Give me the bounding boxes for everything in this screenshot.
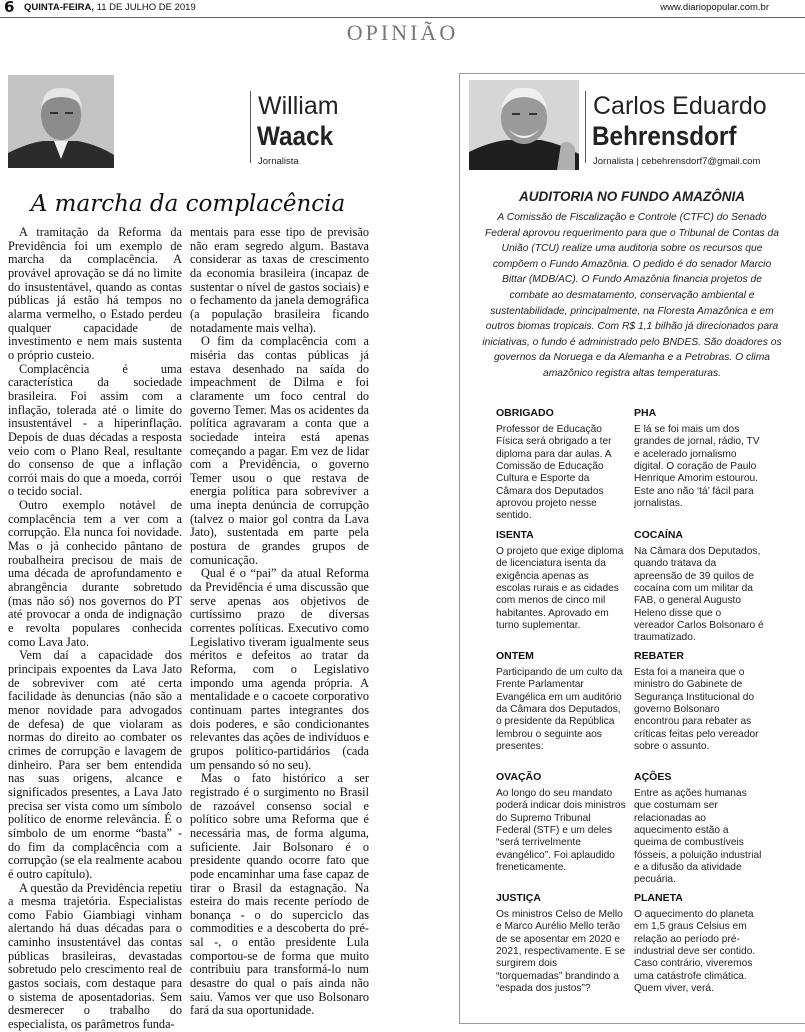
paragraph: Complacência é uma característica da sociedade brasileira. Foi assim com a inflação, tolerada até o limite do insustentável - a hiperinflação. Depois de duas décadas a resposta veio com o Plano Real, resultante do consenso de que a inflação corrói mais do que a moeda, corrói o tecido social. — [8, 361, 182, 499]
paragraph: Outro exemplo notável de complacência tem a ver com a corrupção. Ela nunca foi novidade. Mas o já conhecido pântano de roubalheira precisou de mais de uma década de aprofundamento e abrangência durante sobretudo (mas não só) nos governos do PT até provocar a onda de indignação e revolta populares conhecida como Lava Jato. — [8, 498, 182, 649]
note-pha — [634, 407, 764, 510]
author-divider-right — [585, 91, 586, 163]
article-column-1 — [8, 226, 182, 1032]
author-role-right: Jornalista | cebehrensdorf7@gmail.com — [593, 156, 761, 167]
note-rebater — [634, 650, 764, 753]
author-photo-waack — [8, 75, 114, 168]
author-first-name-right: Carlos Eduardo — [593, 92, 767, 120]
note-text: Ao longo do seu mandato poderá indicar dois ministros do Supremo Tribunal Federal (STF) e um deles “será terrivelmente evangélico”. Foi aplaudido freneticamente. — [496, 788, 626, 874]
paragraph: Mas o fato histórico a ser registrado é o surgimento no Brasil de razoável consenso social e político sobre uma Reforma que é necessária mas, de forma alguma, suficiente. Jair Bolsonaro é o presidente quando ocorre fato que pode encaminhar uma fase capaz de tirar o Brasil da estagnação. Na esteira do mais recente período de bonança - o do superciclo das commodities e a descoberta do pré-sal -, o então presidente Lula comportou-se de forma que muito contribuiu para transformá-lo num desastre do qual o país ainda não saiu. Vamos ver que uso Bolsonaro fará da sua oportunidade. — [190, 771, 369, 1018]
note-acoes — [634, 771, 764, 887]
note-planeta — [634, 892, 764, 995]
page-header — [0, 0, 805, 18]
note-text: Entre as ações humanas que costumam ser relacionadas ao aquecimento estão a queima de combustíveis fósseis, a poluição industrial e a difusão da atividade pecuária. — [634, 788, 762, 886]
note-text: Os ministros Celso de Mello e Marco Aurélio Mello terão de se aposentar em 2020 e 2021, respectivamente. E se surgirem dois “torquemadas” brandindo a “espada dos justos”? — [496, 909, 626, 995]
paragraph: O fim da complacência com a miséria das contas públicas já estava desenhado na saída do impeachment de Dilma e foi claramente um foco central do governo Temer. Mas os acidentes da política agravaram a conta que a sociedade inteira está apenas começando a pagar. Em vez de lidar com a Previdência, o governo Temer usou o que restava de energia política para sobreviver a uma inepta denúncia de corrupção (talvez o maior gol contra da Lava Jato), sustentada em parte pela postura de grandes grupos de comunicação. — [190, 334, 369, 567]
author-last-name-right: Behrensdorf — [592, 121, 737, 151]
paragraph: A tramitação da Reforma da Previdência foi um exemplo de marcha da complacência. A provável aprovação se dá no limite do insustentável, quando as contas públicas já estão há tempos no alarma vermelho, o Estado perdeu qualquer capacidade de investimento e nem mais sustenta o próprio custeio. — [8, 225, 182, 362]
paragraph: mentais para esse tipo de previsão não eram segredo algum. Bastava considerar as taxas de crescimento da economia brasileira (incapaz de sustentar o nível de gastos sociais) e o fechamento da janela demográfica (a população brasileira ficando notadamente mais velha). — [190, 225, 369, 335]
page-number: 6 — [4, 0, 15, 16]
note-text: Participando de um culto da Frente Parlamentar Evangélica em um auditório da Câmara dos Deputados, o presidente da República lembrou o seguinte aos presentes: — [496, 667, 623, 753]
note-text: O projeto que exige diploma de licenciatura isenta da exigência apenas as escolas rurais e as cidades com menos de cinco mil habitantes. Aprovado em turno suplementar. — [496, 546, 624, 632]
note-title: PHA — [634, 407, 657, 419]
auditoria-text: A Comissão de Fiscalização e Controle (CTFC) do Senado Federal aprovou requerimento para que o Tribunal de Contas da União (TCU) realize uma auditoria sobre os recursos que compõem o Fundo Amazônia. O pedido é do senador Marcio Bittar (MDB/AC). O Fundo Amazônia financia projetos de combate ao desmatamento, conservação ambiental e sustentabilidade, principalmente, na Floresta Amazônica e em outros biomas tropicais. Com R$ 1,1 bilhão já direcionados para iniciativas, o fundo é administrado pelo BNDES. São doadores os governos da Noruega e da Alemanha e a Petrobras. O clima amazônico registra altas temperaturas. — [482, 212, 782, 379]
site-url: www.diariopopular.com.br — [660, 2, 769, 13]
note-ovacao — [496, 771, 626, 874]
issue-date — [24, 2, 196, 13]
paragraph: A questão da Previdência repetiu a mesma trajetória. Especialistas como Fabio Giambiagi vinham alertando há duas décadas para o caminho insustentável das contas públicas brasileiras, devastadas sobretudo pelo crescimento real de gastos sociais, com destaque para o sistema de aposentadorias. Sem desmerecer o trabalho do especialista, os parâmetros funda- — [8, 880, 182, 1032]
note-ontem — [496, 650, 626, 753]
note-text: Esta foi a maneira que o ministro do Gabinete de Segurança Institucional do governo Bolsonaro encontrou para rebater as críticas feitas pelo vereador sobre o assunto. — [634, 667, 759, 753]
note-text: Professor de Educação Física será obrigado a ter diploma para dar aulas. A Comissão de Educação Cultura e Esporte da Câmara dos Deputados aprovou projeto nesse sentido. — [496, 424, 612, 522]
note-text: Na Câmara dos Deputados, quando tratava da apreensão de 39 quilos de cocaína com um militar da FAB, o general Augusto Heleno disse que o vereador Carlos Bolsonaro é traumatizado. — [634, 546, 764, 644]
section-title: OPINIÃO — [346, 20, 459, 45]
weekday: QUINTA-FEIRA, — [24, 2, 95, 13]
note-title: COCAÍNA — [634, 529, 683, 541]
note-title: OVAÇÃO — [496, 771, 542, 783]
note-isenta — [496, 529, 626, 632]
paragraph: Vem daí a capacidade dos principais expoentes da Lava Jato de sobreviver com até certa facilidade às denuncias (não são a menor novidade para advogados de defesa) de que violaram as normas do direito ao combater os crimes de corrupção e lavagem de dinheiro. Para ser bem entendida nas suas origens, alcance e significados presentes, a Lava Jato precisa ser vista como um símbolo político de enorme relevância. É o símbolo de um enorme “basta” - do fim da complacência com a corrupção (se ela realmente acabou é outro capítulo). — [8, 648, 182, 881]
author-photo-behrensdorf — [469, 80, 579, 170]
author-last-name: Waack — [257, 121, 334, 151]
note-obrigado — [496, 407, 626, 523]
article-column-2 — [190, 226, 369, 1018]
note-cocaina — [634, 529, 764, 645]
note-title: JUSTIÇA — [496, 892, 541, 904]
note-title: ONTEM — [496, 650, 534, 662]
note-title: REBATER — [634, 650, 684, 662]
paragraph: Qual é o “pai” da atual Reforma da Previdência é uma discussão que serve apenas aos objetivos de curtíssimo prazo de diversas correntes políticas. Executivo como Legislativo tiveram igualmente seus méritos e defeitos ao tratar da Reforma, com o Legislativo impondo uma agenda própria. A mentalidade e o cacoete corporativo continuam partes integrantes dos dois poderes, e são condicionantes relevantes das ações de indivíduos e grupos político-partidários (cada um pensando só no seu). — [190, 566, 369, 772]
date-text: 11 DE JULHO DE 2019 — [96, 2, 196, 13]
note-title: AÇÕES — [634, 771, 672, 783]
note-text: O aquecimento do planeta em 1,5 graus Celsius em relação ao período pré-industrial deve ser contido. Caso contrário, viveremos uma catástrofe climática. Quem viver, verá. — [634, 909, 756, 995]
article-title: A marcha da complacência — [30, 191, 346, 217]
author-divider — [250, 91, 251, 163]
note-justica — [496, 892, 626, 995]
author-role: Jornalista — [258, 156, 299, 167]
auditoria-title: AUDITORIA NO FUNDO AMAZÔNIA — [519, 189, 745, 204]
note-title: ISENTA — [496, 529, 534, 541]
note-text: E lá se foi mais um dos grandes de jornal, rádio, TV e acelerado jornalismo digital. O coração de Paulo Henrique Amorim estourou. Este ano não ‘tá’ fácil para jornalistas. — [634, 424, 760, 510]
author-first-name: William — [258, 92, 339, 120]
note-title: PLANETA — [634, 892, 683, 904]
note-title: OBRIGADO — [496, 407, 554, 419]
